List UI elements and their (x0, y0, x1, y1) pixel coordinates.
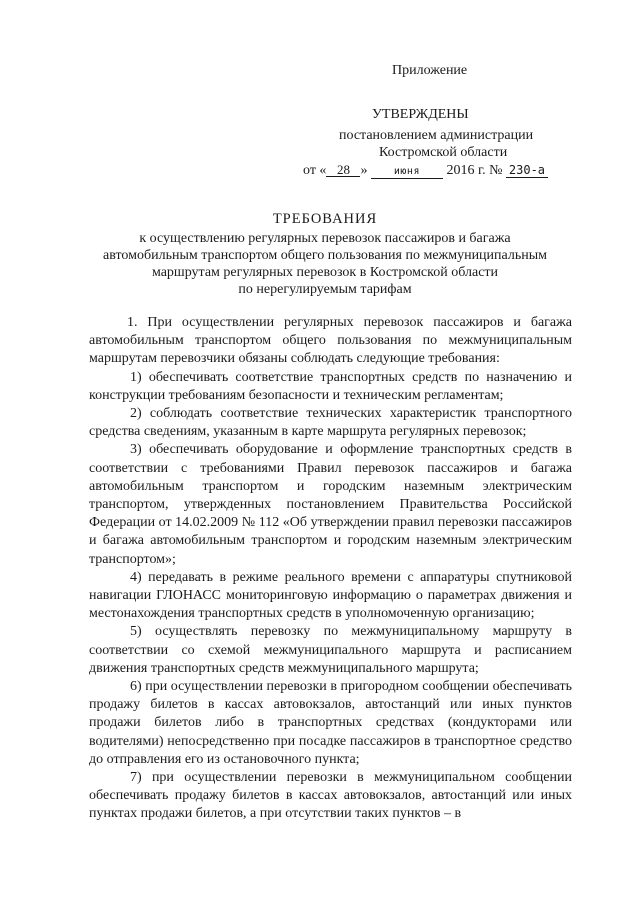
decree-date-line (303, 162, 548, 179)
subtitle-line: автомобильным транспортом общего пользования по межмуниципальным (102, 248, 547, 263)
requirement-item: 2) соблюдать соответствие технических характеристик транспортного средства сведениям, указанным в карте маршрута регулярных перевозок; (89, 406, 572, 440)
document-body (89, 314, 572, 824)
requirement-item: 7) при осуществлении перевозки в межмуниципальном сообщении обеспечивать продажу билетов в кассах автовокзалов, автостанций или иных пунктах продажи билетов, а при отсутствии таких пунктов – в (89, 770, 572, 822)
requirement-item: 5) осуществлять перевозку по межмуниципальному маршруту в соответствии со схемой межмуниципального маршрута и расписанием движения транспортных средств межмуниципального маршрута; (89, 624, 572, 676)
document-title: ТРЕБОВАНИЯ (272, 211, 378, 227)
subtitle-line: по нерегулируемым тарифам (238, 282, 412, 297)
subtitle-line: маршрутам регулярных перевозок в Костромской области (151, 265, 499, 280)
appendix-label: Приложение (392, 63, 468, 78)
intro-paragraph: 1. При осуществлении регулярных перевозок пассажиров и багажа автомобильным транспортом общего пользования по межмуниципальным маршрутам перевозчики обязаны соблюдать следующие требования: (89, 315, 572, 367)
requirement-item: 6) при осуществлении перевозки в пригородном сообщении обеспечивать продажу билетов в кассах автовокзалов, автостанций или иных пунктов продажи билетов либо в транспортных средствах (кондукторами или водителями) непосредственно при посадке пассажиров в транспортное средство до отправления его из остановочного пункта; (89, 679, 572, 767)
date-close-quote: » (360, 163, 368, 178)
date-month: июня (371, 165, 443, 179)
date-year: 2016 г. № (446, 163, 503, 178)
decree-number: 230-а (506, 164, 548, 178)
requirement-item: 4) передавать в режиме реального времени с аппаратуры спутниковой навигации ГЛОНАСС мониторинговую информацию о параметрах движения и местонахождения транспортных средств в уполномоченную организацию; (89, 569, 572, 622)
region-line: Костромской области (379, 145, 508, 160)
decree-line: постановлением администрации (339, 128, 534, 143)
subtitle-line: к осуществлению регулярных перевозок пассажиров и багажа (139, 231, 511, 246)
requirement-item: 3) обеспечивать оборудование и оформление транспортных средств в соответствии с требованиями Правил перевозок пассажиров и багажа автомобильным транспортом и городским наземным электрическим транспортом, утвержденных постановлением Правительства Российской Федерации от 14.02.2009 № 112 «Об утверждении правил перевозки пассажиров и багажа автомобильным транспортом и городским наземным электрическим транспортом»; (89, 442, 572, 567)
approved-label: УТВЕРЖДЕНЫ (372, 107, 469, 122)
date-day: 28 (326, 163, 360, 177)
requirement-item: 1) обеспечивать соответствие транспортных средств по назначению и конструкции требованиям безопасности и техническим регламентам; (89, 369, 572, 403)
document-title-block (90, 210, 560, 298)
date-prefix: от « (303, 163, 327, 178)
document-subtitle (90, 230, 560, 298)
